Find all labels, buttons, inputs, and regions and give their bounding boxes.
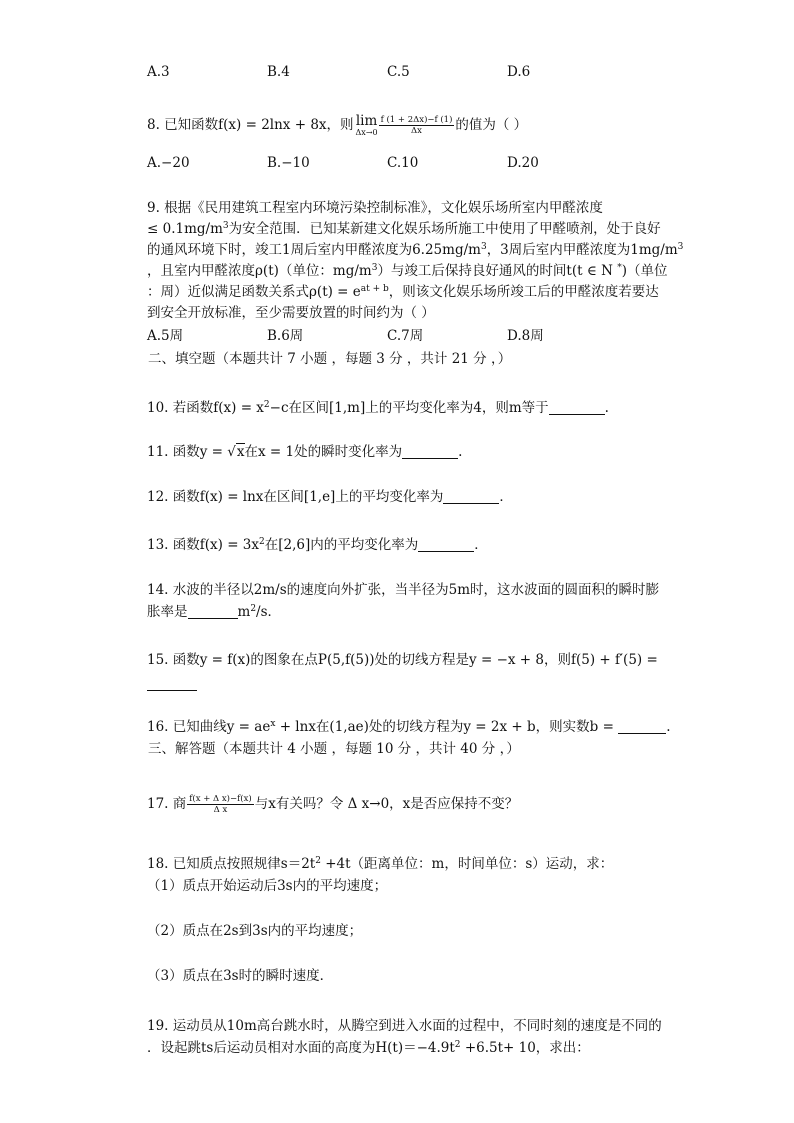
q9-line-3-sup2: 3 <box>677 242 684 252</box>
q8-option-b: B.−10 <box>267 155 310 171</box>
q14-b: m <box>237 604 251 620</box>
q13-answer-blank <box>418 537 474 552</box>
q8-option-a: A.−20 <box>147 155 190 171</box>
q9-line-5a: ：周）近似满足函数关系式ρ(t) = e <box>147 284 361 300</box>
q18-a: 18. 已知质点按照规律s＝2t <box>147 856 316 872</box>
q12 <box>147 487 513 507</box>
q9-line-5b: ，则该文化娱乐场所竣工后的甲醛浓度若要达 <box>388 284 659 300</box>
q16-a: 16. 已知曲线y = ae <box>147 719 271 735</box>
q17 <box>147 794 518 815</box>
section-3-heading: 三、解答题（本题共计 4 小题 ，每题 10 分 ，共计 40 分 ，） <box>148 741 520 757</box>
q12-answer-blank <box>443 489 499 504</box>
q9-line-3 <box>147 240 683 260</box>
q17-frac-num: f(x + Δ x)−f(x) <box>189 794 252 804</box>
q18-part-2: （2）质点在2s到3s内的平均速度； <box>147 923 363 939</box>
q13-a: 13. 函数f(x) = 3x <box>147 537 260 553</box>
q9-option-d: D.8周 <box>507 328 544 344</box>
q7-option-b: B.4 <box>267 64 290 80</box>
q9-line-3a: 的通风环境下时，竣工1周后室内甲醛浓度为6.25mg/m <box>147 242 481 258</box>
q9-line-5-sup: at + b <box>360 284 389 294</box>
q14-sup: 2 <box>250 604 257 614</box>
q10-b: −c在区间[1,m]上的平均变化率为4，则m等于 <box>269 400 549 416</box>
q9-line-2b: 为安全范围．已知某新建文化娱乐场所施工中使用了甲醛喷剂，处于良好 <box>228 221 661 237</box>
q9-line-4-sup: 3 <box>371 263 378 273</box>
q19-b: +6.5t+ 10，求出： <box>460 1040 590 1056</box>
q19-sup: 2 <box>454 1040 461 1050</box>
q9-option-b: B.6周 <box>267 328 304 344</box>
q8-lim-word: lim <box>355 113 378 129</box>
q10 <box>147 398 609 418</box>
q11-answer-blank <box>402 444 458 459</box>
q9-line-4b: ）与竣工后保持良好通风的时间t(t ∈ N <box>377 263 618 279</box>
q9-line-4c: )（单位 <box>621 263 668 279</box>
q9-line-4a: ，且室内甲醛浓度ρ(t)（单位：mg/m <box>147 263 372 279</box>
q9-line-1: 9. 根据《民用建筑工程室内环境污染控制标准》，文化娱乐场所室内甲醛浓度 <box>147 200 603 216</box>
q11-root: √ <box>227 444 236 460</box>
q11 <box>147 442 462 462</box>
q13 <box>147 535 488 555</box>
q8-fraction <box>379 115 455 136</box>
q8-frac-num: f (1 + 2Δx)−f (1) <box>380 115 453 125</box>
q19-a: ．设起跳ts后运动员相对水面的高度为H(t)＝−4.9t <box>147 1040 455 1056</box>
q17-a: 17. 商 <box>147 796 187 812</box>
q9-line-6: 到安全开放标准，至少需要放置的时间约为（ ） <box>147 305 435 321</box>
q14-a: 胀率是 <box>147 604 188 620</box>
q16-answer-blank <box>618 719 666 734</box>
q18-sup: 2 <box>315 856 321 866</box>
q18-part-3: （3）质点在3s时的瞬时速度． <box>147 968 334 984</box>
q15-answer-blank <box>147 676 197 691</box>
q8-suffix: 的值为（ ） <box>455 117 528 133</box>
q8-frac-den: Δx <box>411 126 422 136</box>
q9-line-4-sup2: * <box>617 263 622 273</box>
q10-sup: 2 <box>263 400 270 410</box>
q9-line-3-sup1: 3 <box>480 242 487 252</box>
q16 <box>147 717 670 737</box>
q17-frac-den: Δ x <box>213 805 228 815</box>
q9-line-2 <box>147 219 661 239</box>
q7-option-d: D.6 <box>507 64 531 80</box>
q16-b: + lnx在(1,ae)处的切线方程为y = 2x + b，则实数b = <box>275 719 619 735</box>
q9-line-2a: ≤ 0.1mg/m <box>147 221 223 237</box>
q7-option-a: A.3 <box>147 64 170 80</box>
q13-b: 在[2,6]内的平均变化率为 <box>264 537 419 553</box>
q17-b: 与x有关吗？令 Δ x→0，x是否应保持不变？ <box>254 796 519 812</box>
q9-option-c: C.7周 <box>387 328 424 344</box>
q17-fraction <box>187 794 253 815</box>
q11-b: 在x = 1处的瞬时变化率为 <box>244 444 403 460</box>
q18-stem <box>147 854 613 874</box>
q8-stem <box>147 114 527 137</box>
q14-answer-blank <box>188 604 238 619</box>
q12-end: ． <box>499 489 513 505</box>
q11-radicand: x <box>236 444 245 460</box>
q7-option-c: C.5 <box>387 64 410 80</box>
q14-line-1: 14. 水波的半径以2m/s的速度向外扩张，当半径为5m时，这水波面的圆面积的瞬时膨 <box>147 582 660 598</box>
q13-sup: 2 <box>259 537 265 547</box>
q19-line-2 <box>147 1038 590 1058</box>
q9-line-5 <box>147 282 659 302</box>
q8-lim-sub: Δx→0 <box>355 128 378 137</box>
q10-a: 10. 若函数f(x) = x <box>147 400 264 416</box>
q9-option-a: A.5周 <box>147 328 184 344</box>
section-2-heading: 二、填空题（本题共计 7 小题 ，每题 3 分 ，共计 21 分 ，） <box>148 351 512 367</box>
q19-line-1: 19. 运动员从10m高台跳水时，从腾空到进入水面的过程中，不同时刻的速度是不同的 <box>147 1018 662 1034</box>
q13-end: ． <box>474 537 488 553</box>
q9-line-4 <box>147 261 668 281</box>
q18-part-1: （1）质点开始运动后3s内的平均速度； <box>147 878 388 894</box>
q8-option-d: D.20 <box>507 155 539 171</box>
q16-end: . <box>666 719 671 735</box>
q12-a: 12. 函数f(x) = lnx在区间[1,e]上的平均变化率为 <box>147 489 444 505</box>
q11-a: 11. 函数y = <box>147 444 228 460</box>
q9-line-2-sup: 3 <box>222 221 229 231</box>
q16-sup: x <box>270 719 276 729</box>
q14-line-2 <box>147 602 281 622</box>
q11-end: . <box>458 444 463 460</box>
q8-prefix: 8. 已知函数f(x) = 2lnx + 8x，则 <box>147 117 354 133</box>
q15-line-2 <box>147 674 197 694</box>
q14-c: /s． <box>256 604 282 620</box>
q10-end: . <box>604 400 609 416</box>
q8-limit <box>356 114 378 137</box>
q18-b: +4t（距离单位：m，时间单位：s）运动，求： <box>320 856 614 872</box>
q8-option-c: C.10 <box>387 155 419 171</box>
q10-answer-blank <box>549 400 605 415</box>
q9-line-3b: ，3周后室内甲醛浓度为1mg/m <box>486 242 678 258</box>
q15-line-1: 15. 函数y = f(x)的图象在点P(5,f(5))处的切线方程是y = −x + 8，则f(5) + f′(5) = <box>147 652 658 668</box>
